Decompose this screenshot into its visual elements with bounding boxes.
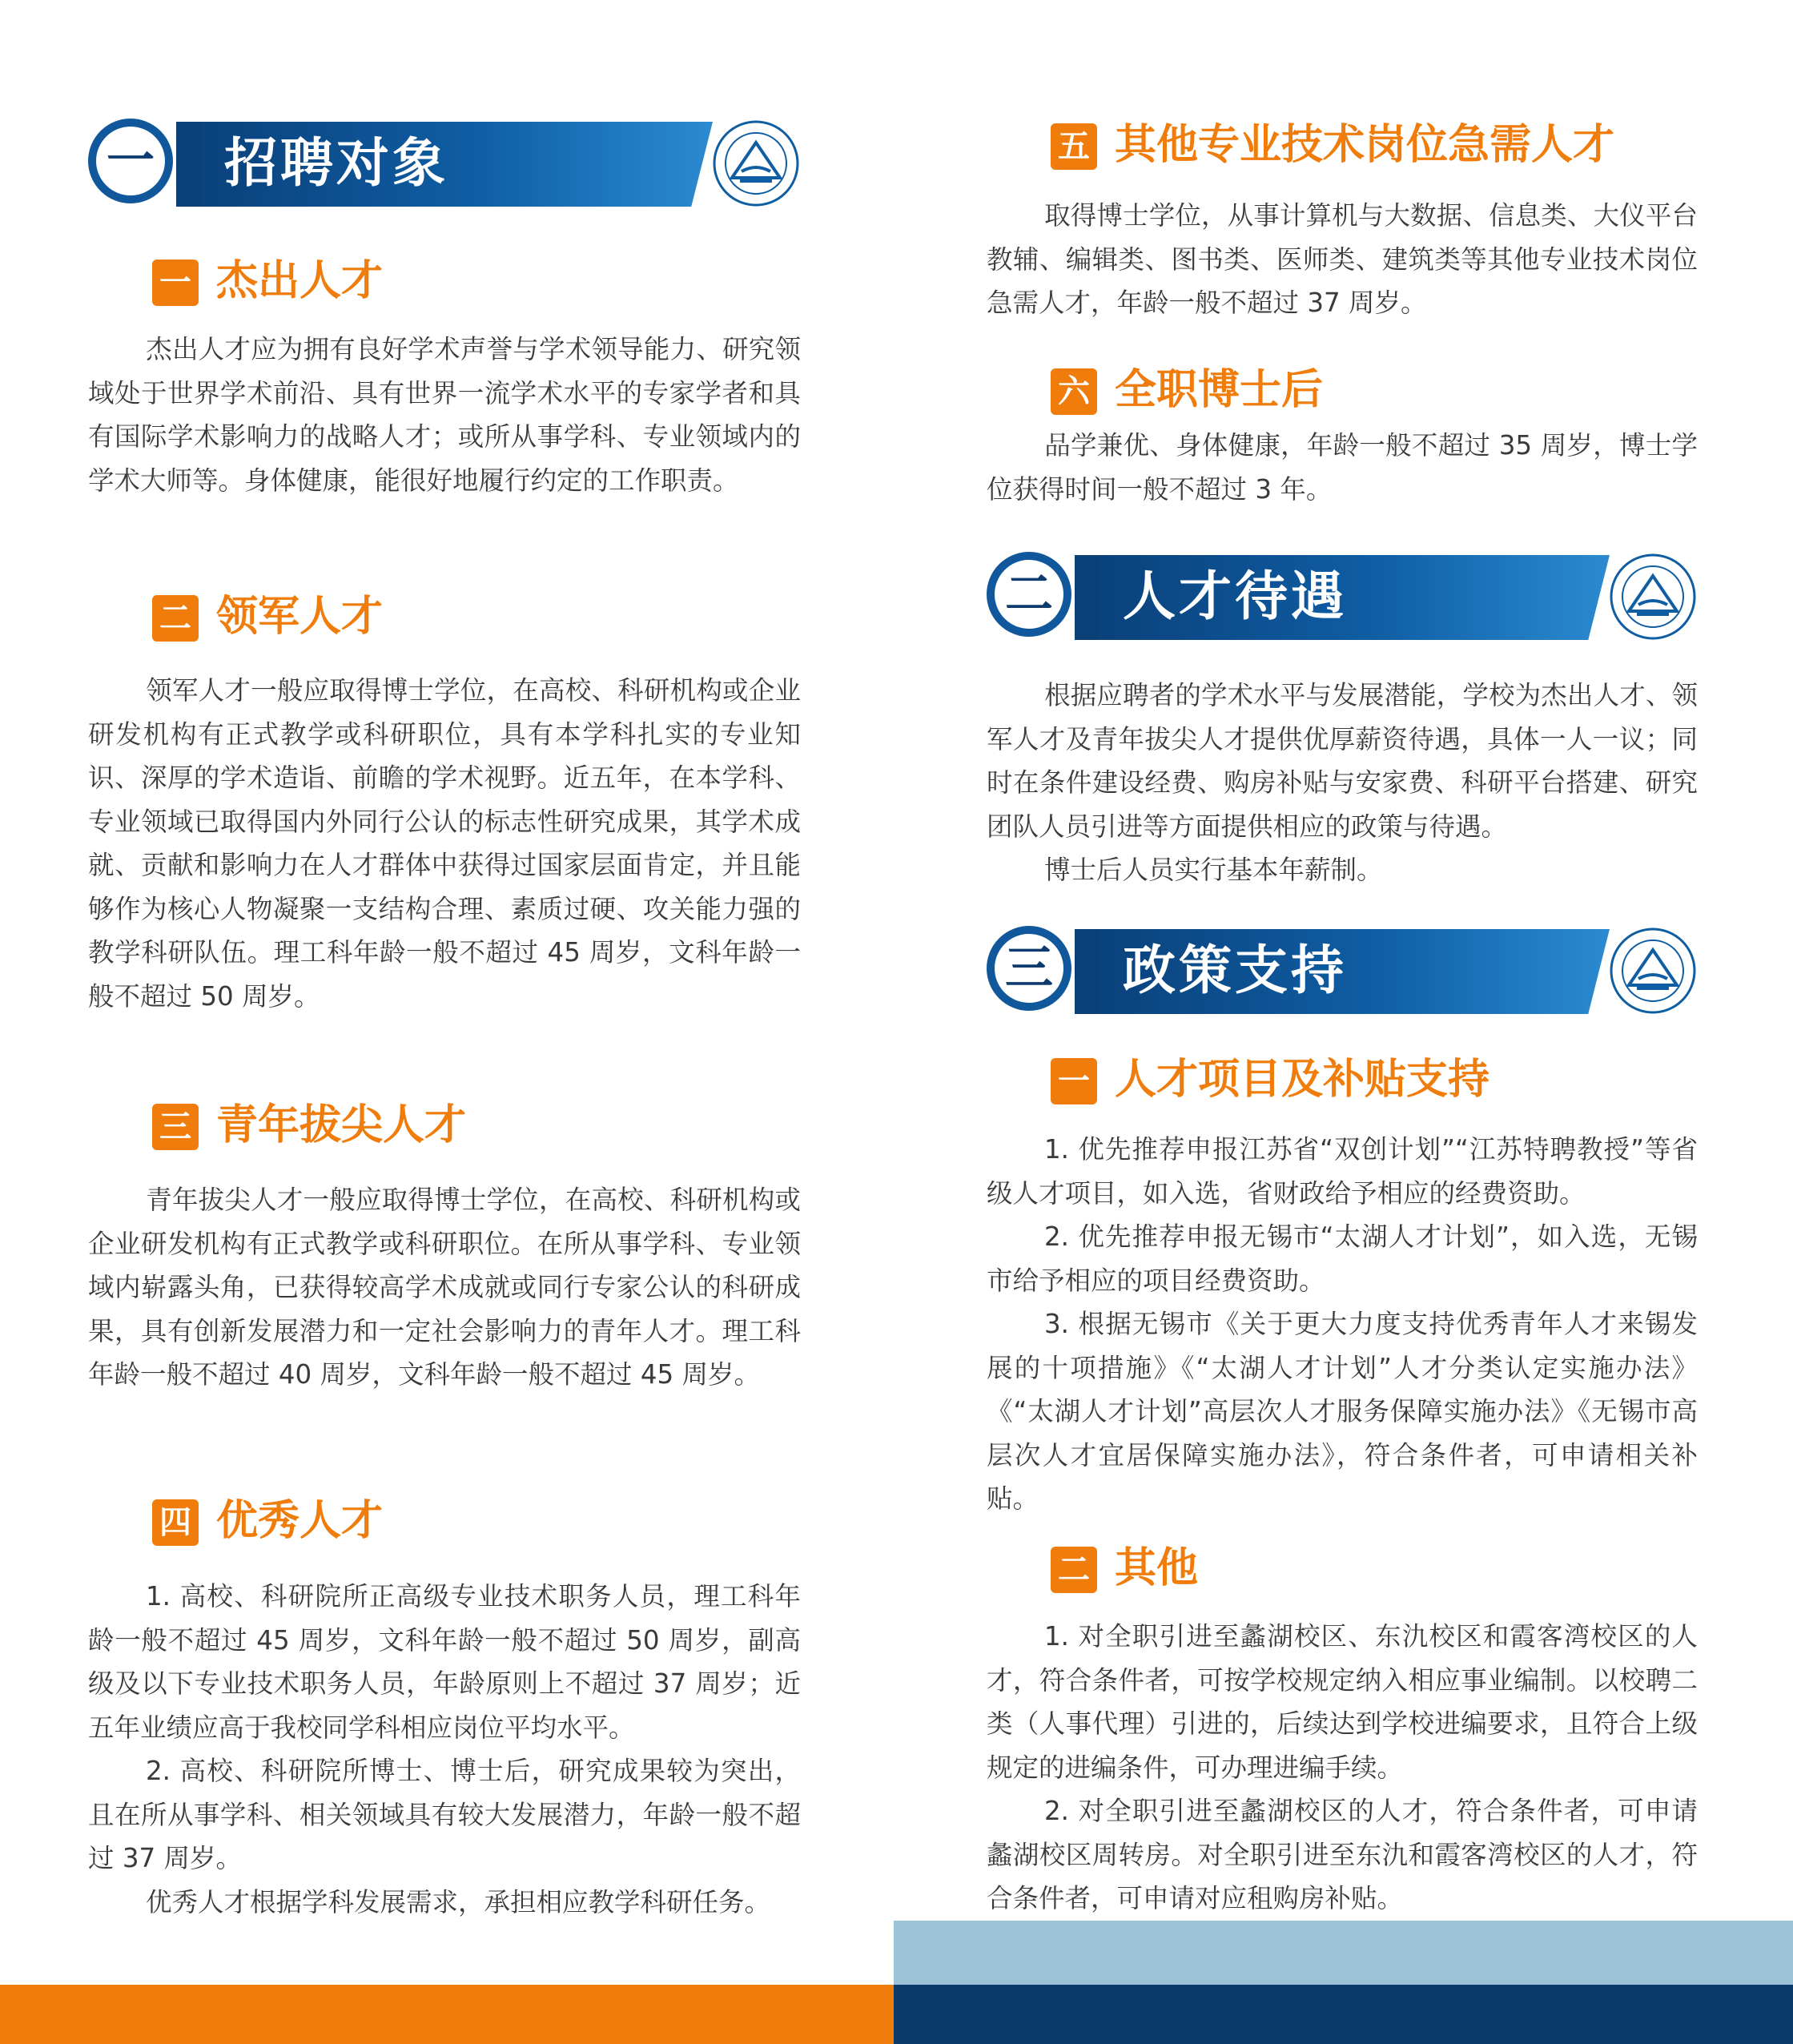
paragraph-outstanding: 杰出人才应为拥有良好学术声誉与学术领导能力、研究领域处于世界学术前沿、具有世界一流学术水平的专家学者和具有国际学术影响力的战略人才；或所从事学科、专业领域内的学术大师等。身体健康，能很好地履行约定的工作职责。 [88,334,801,496]
section-title: 招聘对象 [224,132,448,194]
other-item-2: 2. 对全职引进至蠡湖校区的人才，符合条件者，可申请蠡湖校区周转房。对全职引进至东氿和霞客湾校区的人才，符合条件者，可申请对应租购房补贴。 [987,1796,1698,1913]
projects-item-3: 3. 根据无锡市《关于更大力度支持优秀青年人才来锡发展的十项措施》《“太湖人才计划”人才分类认定实施办法》《“太湖人才计划”高层次人才服务保障实施办法》《无锡市高层次人才宜居保障实施办法》，符合条件者，可申请相关补贴。 [987,1309,1698,1514]
projects-item-2: 2. 优先推荐申报无锡市“太湖人才计划”，如入选，无锡市给予相应的项目经费资助。 [987,1221,1698,1296]
section-number: 二 [987,552,1071,637]
section-banner-treatment [987,555,1698,640]
treatment-postdoc: 博士后人员实行基本年薪制。 [1044,855,1383,885]
excellent-item-1: 1. 高校、科研院所正高级专业技术职务人员，理工科年龄一般不超过 45 周岁，文科年龄一般不超过 50 周岁，副高级及以下专业技术职务人员，年龄原则上不超过 37 周岁；近五年业绩应高于我校同学科相应岗位平均水平。 [88,1581,801,1743]
subheading-badge: 六 [1051,368,1097,415]
subheading-badge: 三 [152,1104,199,1150]
subheading-title: 青年拔尖人才 [216,1101,467,1149]
footer-bar-orange [0,1985,894,2044]
paragraph-excellent [88,1575,801,1924]
subheading-badge: 五 [1051,123,1097,170]
section-banner-policy [987,929,1698,1014]
paragraph-youth: 青年拔尖人才一般应取得博士学位，在高校、科研机构或企业研发机构有正式教学或科研职位。在所从事学科、专业领域内崭露头角，已获得较高学术成就或同行专家公认的科研成果，具有创新发展潜力和一定社会影响力的青年人才。理工科年龄一般不超过 40 周岁，文科年龄一般不超过 45 周岁。 [88,1185,801,1390]
subheading-badge: 二 [152,595,199,642]
paragraph-other-tech: 取得博士学位，从事计算机与大数据、信息类、大仪平台教辅、编辑类、图书类、医师类、建筑类等其他专业技术岗位急需人才，年龄一般不超过 37 周岁。 [987,200,1698,318]
section-number: 三 [987,926,1071,1011]
subheading-badge: 四 [152,1499,199,1546]
subheading-title: 领军人才 [216,593,384,641]
paragraph-leading: 领军人才一般应取得博士学位，在高校、科研机构或企业研发机构有正式教学或科研职位，具有本学科扎实的专业知识、深厚的学术造诣、前瞻的学术视野。近五年，在本学科、专业领域已取得国内外同行公认的标志性研究成果，其学术成就、贡献和影响力在人才群体中获得过国家层面肯定，并且能够作为核心人物凝聚一支结构合理、素质过硬、攻关能力强的教学科研队伍。理工科年龄一般不超过 45 周岁，文科年龄一般不超过 50 周岁。 [88,675,801,1012]
footer-bar-navy [894,1985,1793,2044]
section-banner-recruit [88,122,801,207]
subheading-title: 其他 [1115,1544,1199,1592]
university-seal-icon [1608,926,1698,1016]
excellent-item-2: 2. 高校、科研院所博士、博士后，研究成果较为突出，且在所从事学科、相关领域具有较大发展潜力，年龄一般不超过 37 周岁。 [88,1756,801,1873]
paragraph-projects [987,1128,1698,1521]
subheading-title: 其他专业技术岗位急需人才 [1115,121,1615,169]
university-seal-icon [1608,552,1698,642]
subheading-title: 全职博士后 [1115,366,1324,414]
projects-item-1: 1. 优先推荐申报江苏省“双创计划”“江苏特聘教授”等省级人才项目，如入选，省财政给予相应的经费资助。 [987,1134,1698,1209]
subheading-badge: 一 [1051,1058,1097,1104]
paragraph-other [987,1615,1698,1921]
section-title: 政策支持 [1123,940,1347,1001]
subheading-badge: 一 [152,260,199,306]
subheading-title: 优秀人才 [216,1497,384,1545]
subheading-title: 人才项目及补贴支持 [1115,1056,1490,1104]
subheading-badge: 二 [1051,1547,1097,1593]
excellent-note: 优秀人才根据学科发展需求，承担相应教学科研任务。 [146,1886,771,1917]
subheading-title: 杰出人才 [216,257,384,305]
other-item-1: 1. 对全职引进至蠡湖校区、东氿校区和霞客湾校区的人才，符合条件者，可按学校规定纳入相应事业编制。以校聘二类（人事代理）引进的，后续达到学校进编要求，且符合上级规定的进编条件，可办理进编手续。 [987,1621,1698,1783]
university-seal-icon [711,119,801,208]
paragraph-postdoc: 品学兼优、身体健康，年龄一般不超过 35 周岁，博士学位获得时间一般不超过 3 年。 [987,430,1698,505]
section-title: 人才待遇 [1123,565,1347,627]
section-number: 一 [88,119,173,203]
treatment-text: 根据应聘者的学术水平与发展潜能，学校为杰出人才、领军人才及青年拔尖人才提供优厚薪资待遇，具体一人一议；同时在条件建设经费、购房补贴与安家费、科研平台搭建、研究团队人员引进等方面提供相应的政策与待遇。 [987,680,1698,842]
footer-bar-light-blue [894,1921,1793,1985]
paragraph-treatment [987,674,1698,892]
